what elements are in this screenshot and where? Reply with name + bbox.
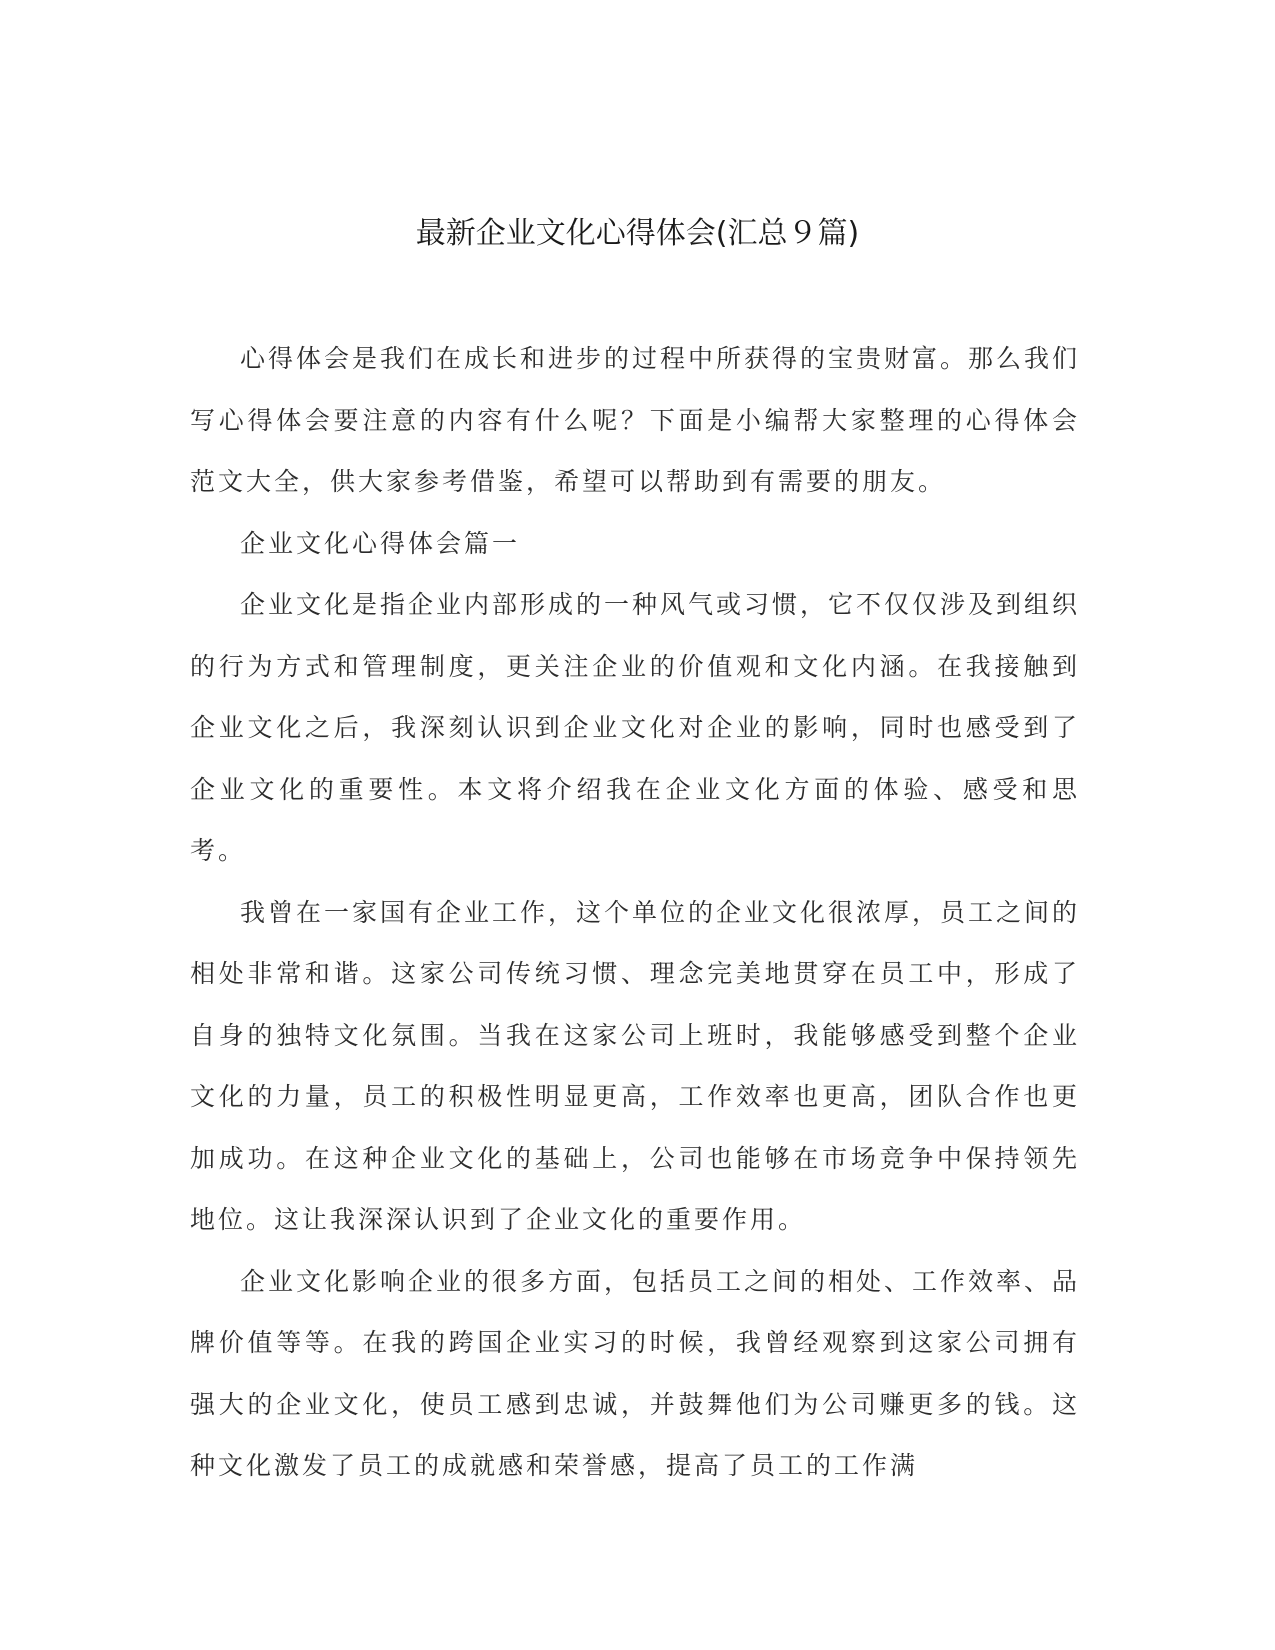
document-body xyxy=(190,328,1080,1497)
paragraph: 我曾在一家国有企业工作，这个单位的企业文化很浓厚，员工之间的相处非常和谐。这家公司传统习惯、理念完美地贯穿在员工中，形成了自身的独特文化氛围。当我在这家公司上班时，我能够感受到整个企业文化的力量，员工的积极性明显更高，工作效率也更高，团队合作也更加成功。在这种企业文化的基础上，公司也能够在市场竞争中保持领先地位。这让我深深认识到了企业文化的重要作用。 xyxy=(190,897,1081,1234)
section-heading: 企业文化心得体会篇一 xyxy=(240,528,521,558)
paragraph: 企业文化是指企业内部形成的一种风气或习惯，它不仅仅涉及到组织的行为方式和管理制度，更关注企业的价值观和文化内涵。在我接触到企业文化之后，我深刻认识到企业文化对企业的影响，同时也感受到了企业文化的重要性。本文将介绍我在企业文化方面的体验、感受和思考。 xyxy=(190,590,1081,865)
document-title: 最新企业文化心得体会(汇总９篇) xyxy=(415,216,860,251)
paragraph: 企业文化影响企业的很多方面，包括员工之间的相处、工作效率、品牌价值等等。在我的跨国企业实习的时候，我曾经观察到这家公司拥有强大的企业文化，使员工感到忠诚，并鼓舞他们为公司赚更多的钱。这种文化激发了员工的成就感和荣誉感，提高了员工的工作满 xyxy=(190,1266,1081,1480)
paragraph-intro: 心得体会是我们在成长和进步的过程中所获得的宝贵财富。那么我们写心得体会要注意的内容有什么呢？下面是小编帮大家整理的心得体会范文大全，供大家参考借鉴，希望可以帮助到有需要的朋友。 xyxy=(190,344,1081,496)
